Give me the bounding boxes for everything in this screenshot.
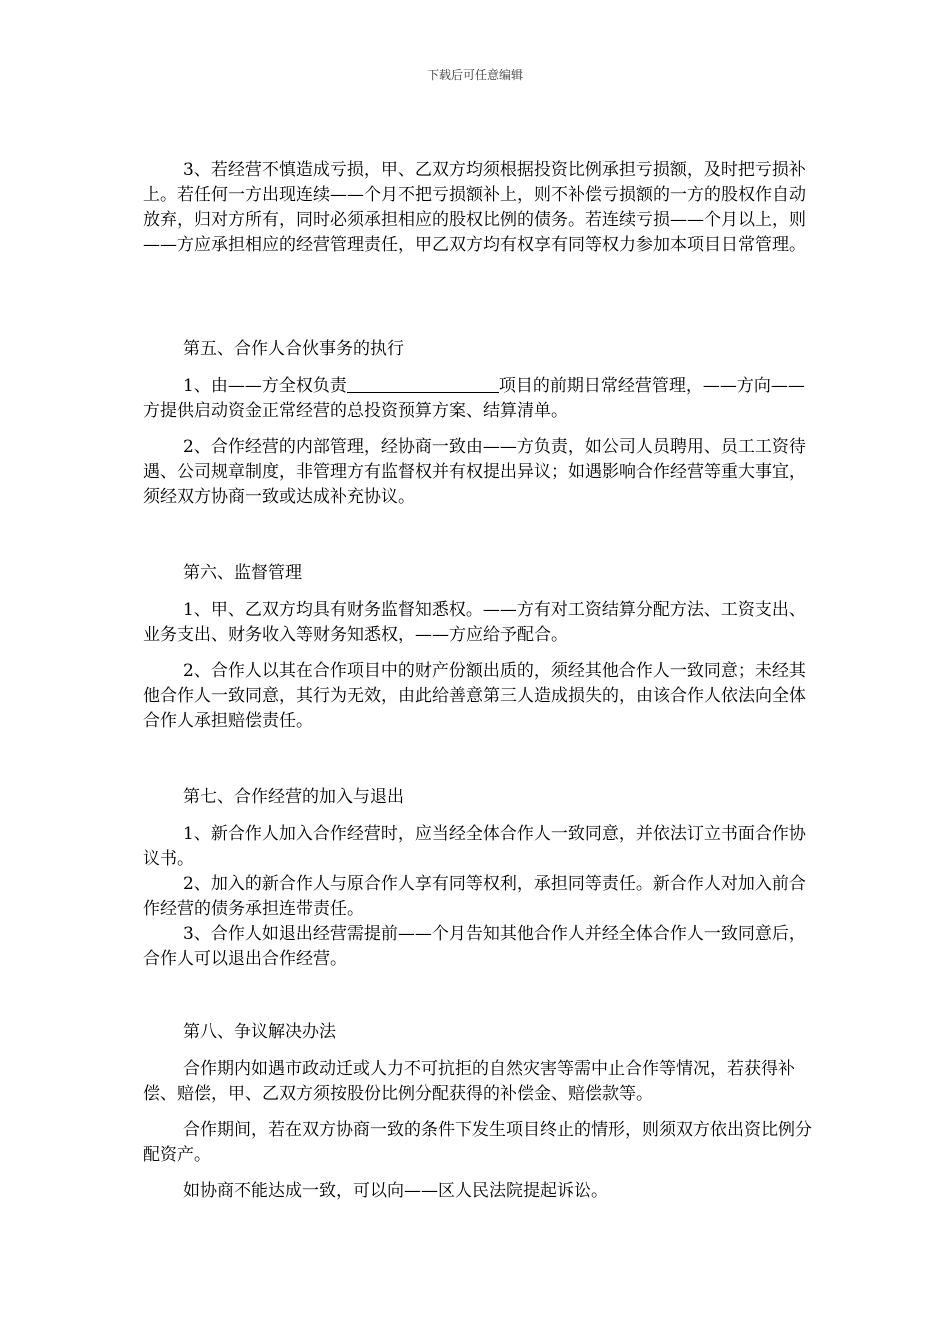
section-8-p1: 合作期内如遇市政动迁或人力不可抗拒的自然灾害等需中止合作等情况，若获得补偿、赔偿，甲、乙双方须按股份比例分配获得的补偿金、赔偿款等。 xyxy=(143,1059,795,1104)
section-7-p3: 3、合作人如退出经营需提前——个月告知其他合作人并经全体合作人一致同意后，合作人可以退出合作经营。 xyxy=(143,924,806,969)
section-5-title: 第五、合作人合伙事务的执行 xyxy=(183,339,404,359)
header-note: 下载后可任意编辑 xyxy=(426,68,523,82)
section-8-p2: 合作期间，若在双方协商一致的条件下发生项目终止的情形，则须双方依出资比例分配资产。 xyxy=(143,1120,812,1165)
section-7-title: 第七、合作经营的加入与退出 xyxy=(183,787,404,807)
section-6-title: 第六、监督管理 xyxy=(183,563,302,583)
clause-3-paragraph: 3、若经营不慎造成亏损，甲、乙双方均须根据投资比例承担亏损额，及时把亏损补上。若任何一方出现连续——个月不把亏损额补上，则不补偿亏损额的一方的股权作自动放弃，归对方所有，同时必须承担相应的股权比例的债务。若连续亏损——个月以上，则——方应承担相应的经营管理责任，甲乙双方均有权享有同等权力参加本项目日常管理。 xyxy=(143,160,806,255)
section-5-p1-start: 1、由——方全权负责 xyxy=(183,376,347,396)
blank-line xyxy=(347,375,499,393)
section-5-p1 xyxy=(143,374,813,424)
section-6-p1: 1、甲、乙双方均具有财务监督知悉权。——方有对工资结算分配方法、工资支出、业务支出、财务收入等财务知悉权，——方应给予配合。 xyxy=(143,600,806,645)
section-8-p3: 如协商不能达成一致，可以向——区人民法院提起诉讼。 xyxy=(183,1181,608,1201)
section-6-p2: 2、合作人以其在合作项目中的财产份额出质的，须经其他合作人一致同意；未经其他合作人一致同意，其行为无效，由此给善意第三人造成损失的，由该合作人依法向全体合作人承担赔偿责任。 xyxy=(143,661,806,731)
section-5-p2: 2、合作经营的内部管理，经协商一致由——方负责，如公司人员聘用、员工工资待遇、公司规章制度，非管理方有监督权并有权提出异议；如遇影响合作经营等重大事宜，须经双方协商一致或达成补充协议。 xyxy=(143,437,806,507)
section-7-p1: 1、新合作人加入合作经营时，应当经全体合作人一致同意，并依法订立书面合作协议书。 xyxy=(143,824,806,869)
section-8-body xyxy=(143,1057,813,1204)
section-7-body xyxy=(143,822,813,972)
section-8-title: 第八、争议解决办法 xyxy=(183,1022,336,1042)
section-6-body xyxy=(143,598,813,734)
section-5-body xyxy=(143,374,813,510)
clause-3-block xyxy=(143,158,813,258)
section-7-p2: 2、加入的新合作人与原合作人享有同等权利，承担同等责任。新合作人对加入前合作经营的债务承担连带责任。 xyxy=(143,874,806,919)
section-5-p1-end: 项目的前期日常经营管理，——方向——方提供启动资金正常经营的总投资预算方案、结算清单。 xyxy=(143,376,805,421)
